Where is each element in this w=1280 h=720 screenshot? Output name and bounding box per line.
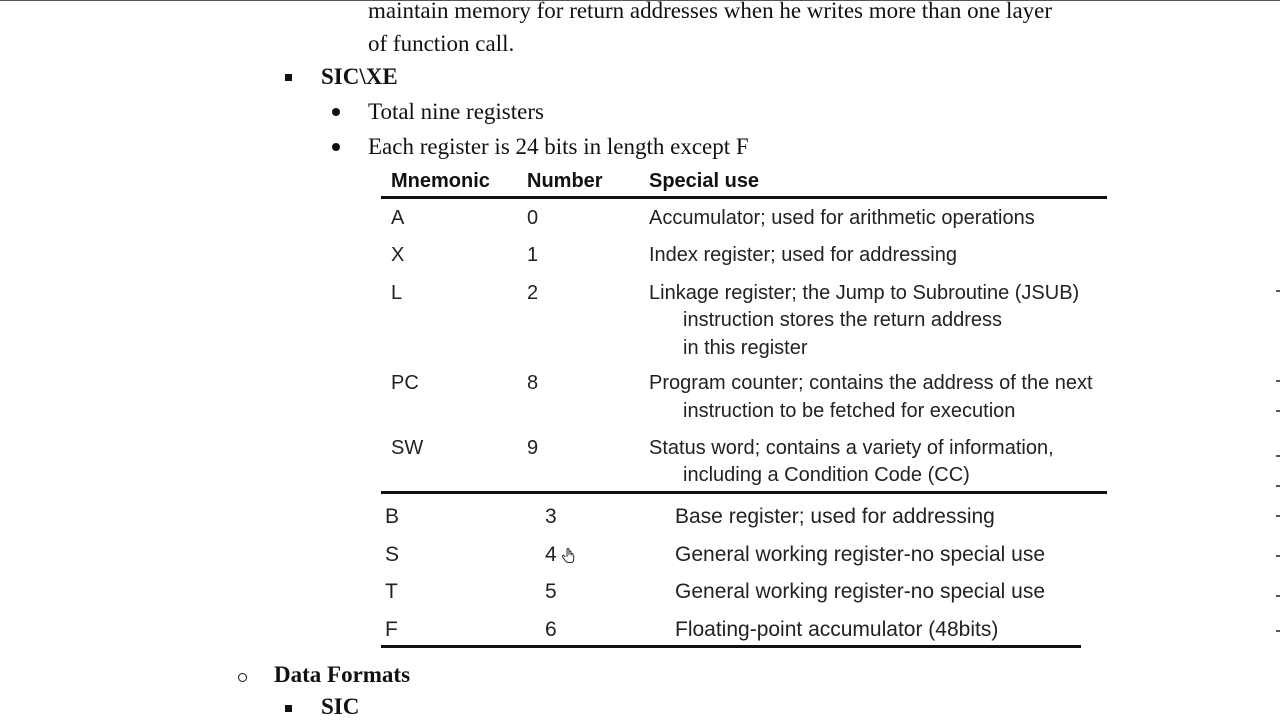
heading-data-formats: Data Formats — [274, 662, 411, 687]
cell-number: 1 — [527, 244, 539, 266]
cell-special-use: Floating-point accumulator (48bits) — [675, 618, 999, 641]
cell-number: 3 — [545, 505, 557, 528]
col-header-number: Number — [527, 170, 603, 192]
cell-special-use-cont: including a Condition Code (CC) — [683, 464, 970, 486]
cell-special-use: General working register-no special use — [675, 580, 1046, 603]
cell-mnemonic: B — [385, 505, 400, 528]
intro-line-1: maintain memory for return addresses when he writes more than one layer — [368, 0, 1053, 23]
cell-mnemonic: S — [385, 543, 400, 566]
cell-mnemonic: SW — [391, 437, 424, 459]
cell-number: 0 — [527, 207, 539, 229]
bullet-text: Total nine registers — [368, 99, 544, 124]
square-bullet-icon — [285, 74, 292, 81]
bullet-dot-icon — [332, 143, 340, 151]
cell-number: 2 — [527, 282, 539, 304]
heading-sic: SIC — [321, 694, 360, 719]
cell-special-use: Accumulator; used for arithmetic operations — [649, 207, 1035, 229]
cell-special-use: Program counter; contains the address of the next — [649, 372, 1093, 394]
cell-mnemonic: L — [391, 282, 403, 304]
cell-mnemonic: X — [391, 244, 405, 266]
table-bottom-rule — [381, 645, 1081, 648]
intro-line-2: of function call. — [368, 31, 515, 56]
table-middle-rule — [381, 491, 1107, 494]
hand-cursor-icon — [562, 548, 576, 564]
cell-special-use: Status word; contains a variety of information, — [649, 437, 1054, 459]
cell-mnemonic: PC — [391, 372, 419, 394]
bullet-dot-icon — [332, 108, 340, 116]
cell-special-use-cont: instruction stores the return address — [683, 309, 1003, 331]
hollow-circle-bullet-icon — [238, 673, 247, 682]
col-header-special-use: Special use — [649, 170, 760, 192]
cell-special-use: Linkage register; the Jump to Subroutine (JSUB) — [649, 282, 1080, 304]
cell-number: 9 — [527, 437, 539, 459]
section-heading-sicxe: SIC\XE — [321, 64, 398, 89]
cell-mnemonic: T — [385, 580, 398, 603]
cell-number: 8 — [527, 372, 539, 394]
cell-mnemonic: F — [385, 618, 398, 641]
cell-special-use: Base register; used for addressing — [675, 505, 995, 528]
cell-mnemonic: A — [391, 207, 405, 229]
col-header-mnemonic: Mnemonic — [391, 170, 490, 192]
cell-special-use: Index register; used for addressing — [649, 244, 957, 266]
square-bullet-icon — [285, 705, 292, 712]
cell-number: 4 — [545, 543, 557, 566]
cell-special-use-cont: in this register — [683, 337, 808, 359]
table-header-rule — [381, 196, 1107, 199]
cell-special-use-cont: instruction to be fetched for execution — [683, 400, 1016, 422]
cell-number: 5 — [545, 580, 557, 603]
cell-special-use: General working register-no special use — [675, 543, 1046, 566]
cell-number: 6 — [545, 618, 557, 641]
bullet-text: Each register is 24 bits in length except F — [368, 134, 749, 159]
right-edge-artifacts — [1274, 280, 1280, 640]
